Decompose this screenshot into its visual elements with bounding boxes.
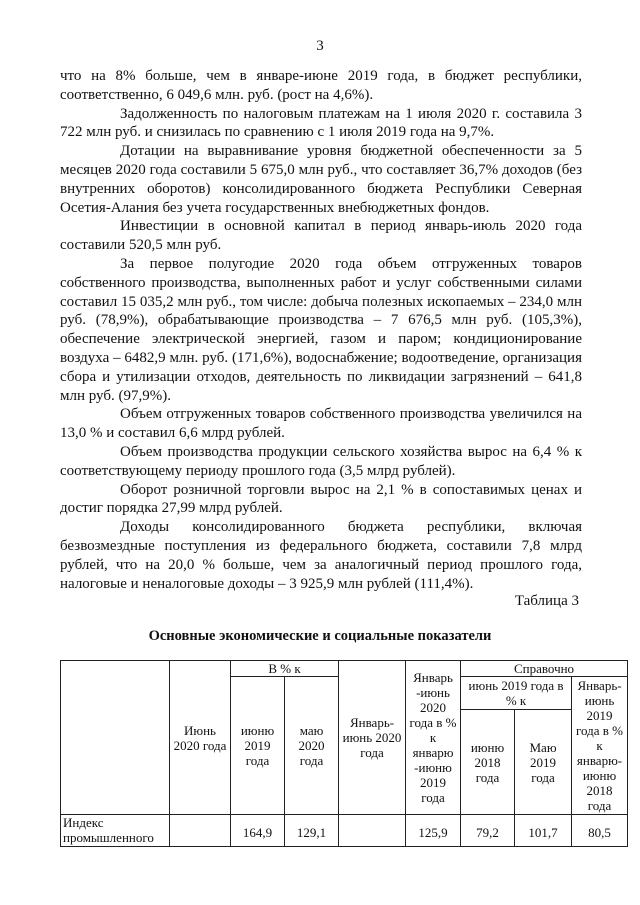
table-cell [339, 815, 406, 847]
table-header-reference-group: Справочно [461, 661, 628, 677]
table-header-blank [61, 661, 170, 815]
table-cell [170, 815, 231, 847]
table-header-ref-june-2019: июнь 2019 года в % к [461, 677, 572, 710]
indicators-table [60, 660, 628, 847]
paragraph: Объем производства продукции сельского хозяйства вырос на 6,4 % к соответствующему периоду прошлого года (3,5 млрд рублей). [60, 443, 582, 479]
table-header-ref-jan-jun-2019: Январь-июнь 2019 года в % к январю-июню 2018 года [572, 677, 628, 815]
table-header-ref-may-2019: Маю 2019 года [515, 710, 572, 815]
table-cell: 164,9 [231, 815, 285, 847]
table-header-jan-jun-2020: Январь-июнь 2020 года [339, 661, 406, 815]
row-label: Индекс промышленного [61, 815, 170, 847]
table-title: Основные экономические и социальные показатели [148, 628, 492, 644]
table-cell: 129,1 [285, 815, 339, 847]
table-header-june-2020: Июнь 2020 года [170, 661, 231, 815]
paragraph: что на 8% больше, чем в январе-июне 2019 года, в бюджет республики, соответственно, 6 049,6 млн. руб. (рост на 4,6%). [60, 68, 582, 103]
body-text [60, 67, 582, 593]
table-cell: 101,7 [515, 815, 572, 847]
table-header-to-june-2019: июню 2019 года [231, 677, 285, 815]
paragraph: Доходы консолидированного бюджета республики, включая безвозмездные поступления из федерального бюджета, составили 7,8 млрд рублей, что на 20,0 % больше, чем за аналогичный период прошлого года, налоговые и неналоговые доходы – 3 925,9 млн рублей (111,4%). [60, 519, 582, 592]
page-number: 3 [316, 38, 324, 54]
paragraph: Задолженность по налоговым платежам на 1 июля 2020 г. составила 3 722 млн руб. и снизилась по сравнению с 1 июля 2019 года на 9,7%. [60, 105, 582, 141]
paragraph: Дотации на выравнивание уровня бюджетной обеспеченности за 5 месяцев 2020 года составили 5 675,0 млн руб., что составляет 36,7% доходов (без внутренних оборотов) консолидированного бюджета Республики Северная Осетия-Алания без учета государственных внебюджетных фондов. [60, 143, 582, 216]
table-row [61, 815, 628, 847]
table-cell: 80,5 [572, 815, 628, 847]
paragraph: Оборот розничной торговли вырос на 2,1 % в сопоставимых ценах и достиг порядка 27,99 млрд рублей. [60, 481, 582, 517]
table-cell: 125,9 [406, 815, 461, 847]
paragraph: За первое полугодие 2020 года объем отгруженных товаров собственного производства, выполненных работ и услуг собственными силами составил 15 035,2 млн руб., том числе: добыча полезных ископаемых – 234,0 млн руб. (78,9%), обрабатывающие производства – 7 676,5 млн руб. (105,3%), обеспечение электрической энергией, газом и паром; кондиционирование воздуха – 6482,9 млн. руб. (171,6%), водоснабжение; водоотведение, организация сбора и утилизации отходов, деятельность по ликвидации загрязнений – 641,8 млн руб. (97,9%). [60, 255, 582, 404]
table-cell: 79,2 [461, 815, 515, 847]
table-header-ref-june-2018: июню 2018 года [461, 710, 515, 815]
table-header-jan-jun-2020-percent: Январь -июнь 2020 года в % к январю -июню 2019 года [406, 661, 461, 815]
paragraph: Инвестиции в основной капитал в период январь-июль 2020 года составили 520,5 млн руб. [60, 218, 582, 254]
table-header-percent-group: В % к [231, 661, 339, 677]
paragraph: Объем отгруженных товаров собственного производства увеличился на 13,0 % и составил 6,6 млрд рублей. [60, 406, 582, 442]
table-header-to-may-2020: маю 2020 года [285, 677, 339, 815]
table-caption: Таблица 3 [514, 593, 579, 609]
